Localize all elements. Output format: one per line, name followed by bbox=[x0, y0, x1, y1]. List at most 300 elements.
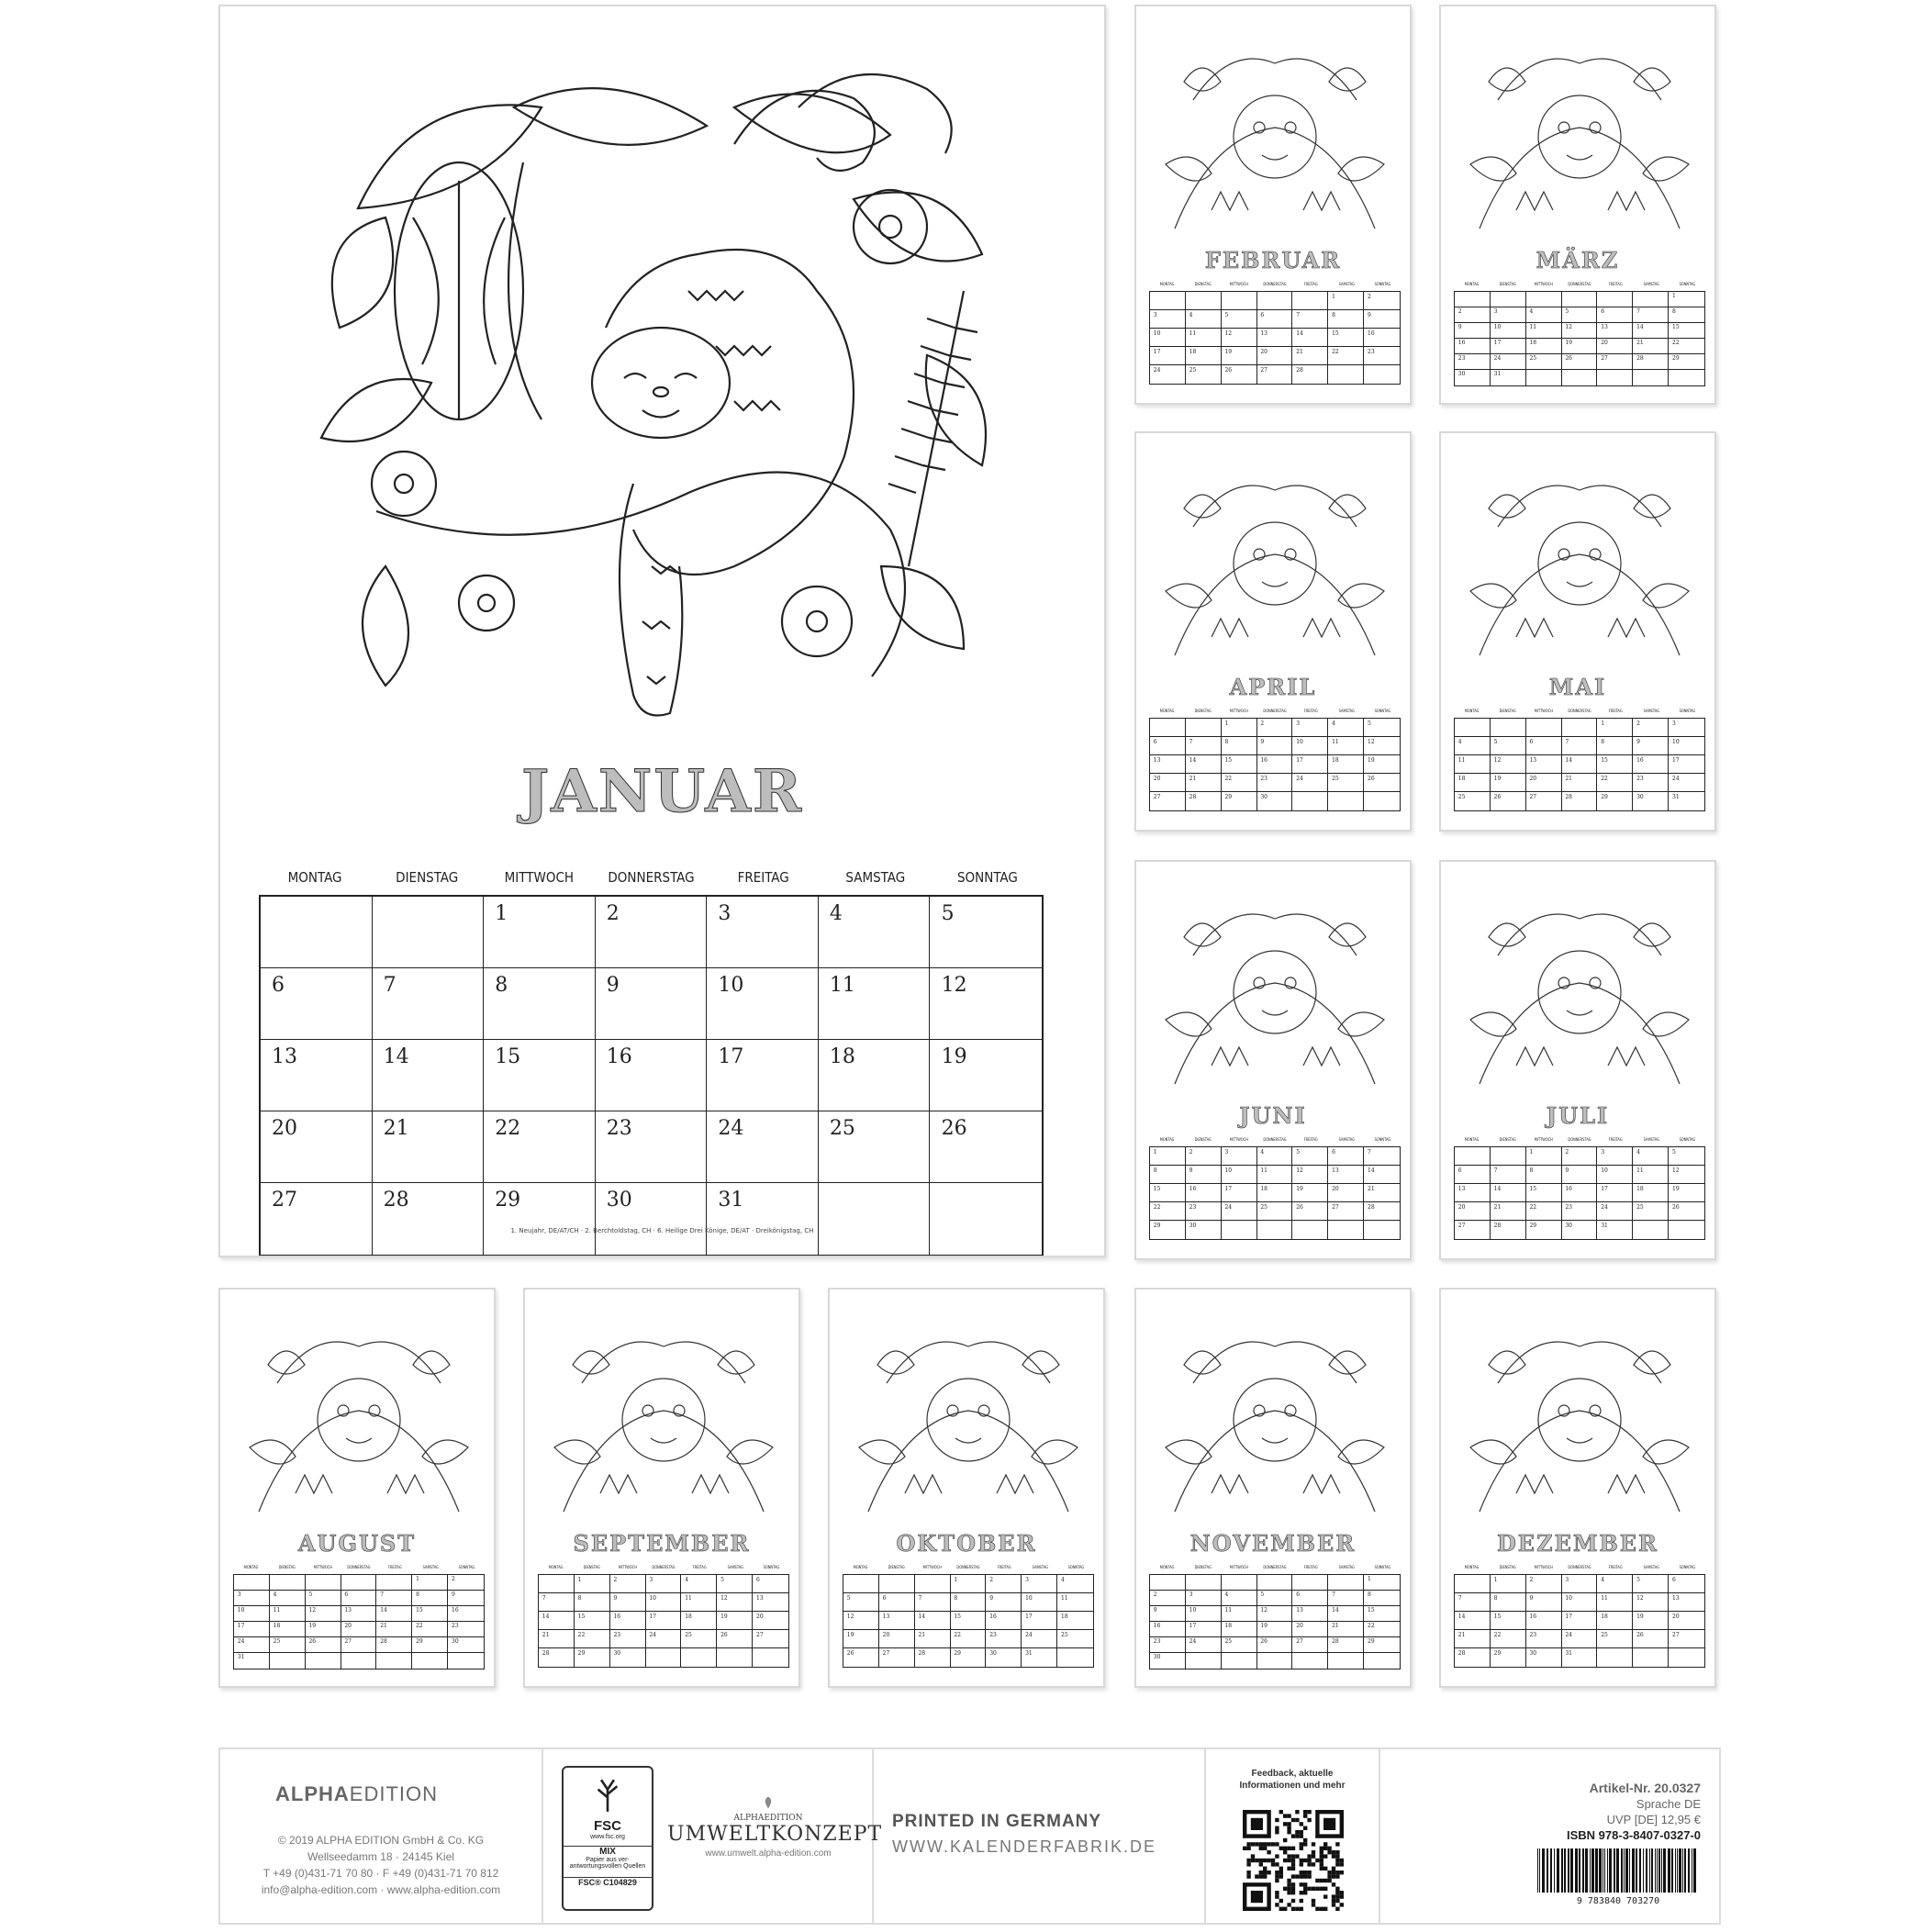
calendar-day-cell[interactable] bbox=[1328, 755, 1364, 774]
calendar-day-cell[interactable] bbox=[306, 1622, 341, 1637]
calendar-day-cell[interactable] bbox=[448, 1591, 484, 1606]
calendar-day-cell[interactable] bbox=[1257, 1606, 1293, 1622]
calendar-day-cell[interactable] bbox=[1222, 1221, 1257, 1239]
calendar-day-cell[interactable] bbox=[306, 1575, 341, 1591]
calendar-day-cell[interactable] bbox=[1562, 1147, 1598, 1166]
calendar-day-cell[interactable] bbox=[915, 1648, 951, 1667]
calendar-day-cell[interactable] bbox=[1633, 1648, 1669, 1667]
calendar-day-cell[interactable] bbox=[1257, 1147, 1293, 1166]
calendar-day-cell[interactable] bbox=[753, 1575, 788, 1593]
calendar-day-cell[interactable] bbox=[1562, 1184, 1598, 1202]
calendar-day-cell[interactable] bbox=[234, 1637, 270, 1653]
calendar-day-cell[interactable] bbox=[1257, 1221, 1293, 1239]
calendar-day-cell[interactable] bbox=[1364, 737, 1400, 755]
calendar-day-cell[interactable] bbox=[1455, 774, 1491, 792]
calendar-day-cell[interactable] bbox=[1633, 755, 1669, 774]
calendar-day-cell[interactable] bbox=[376, 1622, 412, 1637]
calendar-day-cell[interactable] bbox=[341, 1637, 377, 1653]
calendar-day-cell[interactable] bbox=[1292, 1166, 1328, 1184]
calendar-day-cell[interactable] bbox=[1328, 719, 1364, 737]
calendar-day-cell[interactable] bbox=[1186, 1184, 1222, 1202]
calendar-day-cell[interactable] bbox=[1150, 755, 1186, 774]
calendar-day-cell[interactable] bbox=[1455, 1147, 1491, 1166]
calendar-day-cell[interactable] bbox=[753, 1593, 788, 1612]
calendar-day-cell[interactable] bbox=[1562, 719, 1598, 737]
calendar-day-cell[interactable] bbox=[575, 1612, 610, 1630]
calendar-day-cell[interactable] bbox=[1669, 719, 1704, 737]
calendar-day-cell[interactable] bbox=[1597, 1147, 1633, 1166]
calendar-day-cell[interactable] bbox=[1328, 737, 1364, 755]
calendar-day-cell[interactable] bbox=[539, 1575, 575, 1593]
calendar-day-cell[interactable] bbox=[1669, 1184, 1704, 1202]
calendar-day-cell[interactable] bbox=[448, 1622, 484, 1637]
calendar-day-cell[interactable] bbox=[376, 1653, 412, 1669]
calendar-day-cell[interactable] bbox=[1597, 1612, 1633, 1630]
calendar-day-cell[interactable] bbox=[1491, 774, 1526, 792]
calendar-day-cell[interactable] bbox=[646, 1575, 682, 1593]
calendar-day-cell[interactable] bbox=[717, 1612, 753, 1630]
calendar-day-cell[interactable] bbox=[1526, 774, 1562, 792]
qr-code-icon[interactable] bbox=[1243, 1810, 1344, 1911]
calendar-day-cell[interactable] bbox=[1633, 792, 1669, 810]
calendar-day-cell[interactable] bbox=[707, 1040, 819, 1111]
calendar-day-cell[interactable] bbox=[1292, 1591, 1328, 1606]
calendar-day-cell[interactable] bbox=[1526, 370, 1562, 385]
calendar-day-cell[interactable] bbox=[1292, 292, 1328, 310]
calendar-day-cell[interactable] bbox=[1597, 323, 1633, 339]
calendar-day-cell[interactable] bbox=[1186, 1147, 1222, 1166]
calendar-day-cell[interactable] bbox=[234, 1653, 270, 1669]
calendar-day-cell[interactable] bbox=[484, 968, 596, 1040]
calendar-day-cell[interactable] bbox=[1328, 1147, 1364, 1166]
calendar-day-cell[interactable] bbox=[270, 1606, 306, 1622]
calendar-day-cell[interactable] bbox=[1150, 1622, 1186, 1637]
calendar-day-cell[interactable] bbox=[261, 1040, 373, 1111]
calendar-day-cell[interactable] bbox=[1328, 1221, 1364, 1239]
calendar-day-cell[interactable] bbox=[1526, 323, 1562, 339]
calendar-day-cell[interactable] bbox=[1222, 1575, 1257, 1591]
calendar-day-cell[interactable] bbox=[1526, 292, 1562, 307]
calendar-day-cell[interactable] bbox=[341, 1622, 377, 1637]
calendar-day-cell[interactable] bbox=[1222, 1147, 1257, 1166]
calendar-day-cell[interactable] bbox=[1222, 292, 1257, 310]
calendar-day-cell[interactable] bbox=[1562, 292, 1598, 307]
calendar-day-cell[interactable] bbox=[610, 1630, 646, 1648]
calendar-day-cell[interactable] bbox=[717, 1648, 753, 1667]
calendar-day-cell[interactable] bbox=[575, 1593, 610, 1612]
calendar-day-cell[interactable] bbox=[1328, 329, 1364, 347]
calendar-day-cell[interactable] bbox=[1150, 1166, 1186, 1184]
calendar-day-cell[interactable] bbox=[915, 1575, 951, 1593]
calendar-day-cell[interactable] bbox=[1364, 1653, 1400, 1669]
calendar-day-cell[interactable] bbox=[1292, 1653, 1328, 1669]
calendar-day-cell[interactable] bbox=[1455, 1648, 1491, 1667]
calendar-day-cell[interactable] bbox=[1597, 1184, 1633, 1202]
calendar-day-cell[interactable] bbox=[1455, 1184, 1491, 1202]
calendar-day-cell[interactable] bbox=[1328, 1637, 1364, 1653]
calendar-day-cell[interactable] bbox=[1491, 1184, 1526, 1202]
calendar-day-cell[interactable] bbox=[575, 1630, 610, 1648]
calendar-day-cell[interactable] bbox=[707, 1111, 819, 1183]
calendar-day-cell[interactable] bbox=[1491, 1221, 1526, 1239]
calendar-day-cell[interactable] bbox=[1597, 755, 1633, 774]
calendar-day-cell[interactable] bbox=[306, 1606, 341, 1622]
calendar-day-cell[interactable] bbox=[1186, 719, 1222, 737]
calendar-day-cell[interactable] bbox=[1222, 365, 1257, 384]
calendar-day-cell[interactable] bbox=[1150, 329, 1186, 347]
calendar-day-cell[interactable] bbox=[484, 897, 596, 968]
calendar-day-cell[interactable] bbox=[879, 1612, 915, 1630]
calendar-day-cell[interactable] bbox=[484, 1183, 596, 1255]
calendar-day-cell[interactable] bbox=[1186, 365, 1222, 384]
calendar-day-cell[interactable] bbox=[1455, 737, 1491, 755]
calendar-day-cell[interactable] bbox=[1491, 719, 1526, 737]
calendar-day-cell[interactable] bbox=[448, 1575, 484, 1591]
calendar-day-cell[interactable] bbox=[1364, 1202, 1400, 1221]
calendar-day-cell[interactable] bbox=[1222, 310, 1257, 329]
calendar-day-cell[interactable] bbox=[753, 1648, 788, 1667]
calendar-day-cell[interactable] bbox=[270, 1575, 306, 1591]
calendar-day-cell[interactable] bbox=[1150, 1575, 1186, 1591]
calendar-day-cell[interactable] bbox=[1022, 1648, 1057, 1667]
calendar-day-cell[interactable] bbox=[1292, 329, 1328, 347]
calendar-day-cell[interactable] bbox=[1186, 1591, 1222, 1606]
calendar-day-cell[interactable] bbox=[1150, 1653, 1186, 1669]
calendar-day-cell[interactable] bbox=[1150, 347, 1186, 365]
calendar-day-cell[interactable] bbox=[1257, 1184, 1293, 1202]
calendar-day-cell[interactable] bbox=[1669, 323, 1704, 339]
calendar-day-cell[interactable] bbox=[1491, 339, 1526, 354]
calendar-day-cell[interactable] bbox=[234, 1622, 270, 1637]
calendar-day-cell[interactable] bbox=[373, 968, 485, 1040]
calendar-day-cell[interactable] bbox=[306, 1653, 341, 1669]
calendar-day-cell[interactable] bbox=[1364, 1184, 1400, 1202]
calendar-day-cell[interactable] bbox=[1633, 370, 1669, 385]
calendar-day-cell[interactable] bbox=[1491, 1648, 1526, 1667]
calendar-day-cell[interactable] bbox=[1633, 1575, 1669, 1593]
calendar-day-cell[interactable] bbox=[1669, 755, 1704, 774]
calendar-day-cell[interactable] bbox=[1292, 347, 1328, 365]
calendar-day-cell[interactable] bbox=[1526, 339, 1562, 354]
calendar-day-cell[interactable] bbox=[1150, 792, 1186, 810]
calendar-day-cell[interactable] bbox=[1222, 329, 1257, 347]
calendar-day-cell[interactable] bbox=[1562, 1166, 1598, 1184]
calendar-day-cell[interactable] bbox=[681, 1593, 717, 1612]
calendar-day-cell[interactable] bbox=[1633, 323, 1669, 339]
calendar-day-cell[interactable] bbox=[1186, 1202, 1222, 1221]
calendar-day-cell[interactable] bbox=[1526, 792, 1562, 810]
calendar-day-cell[interactable] bbox=[1222, 347, 1257, 365]
calendar-day-cell[interactable] bbox=[1597, 774, 1633, 792]
calendar-day-cell[interactable] bbox=[915, 1612, 951, 1630]
calendar-day-cell[interactable] bbox=[1186, 1606, 1222, 1622]
calendar-day-cell[interactable] bbox=[1526, 1575, 1562, 1593]
calendar-day-cell[interactable] bbox=[1633, 292, 1669, 307]
calendar-day-cell[interactable] bbox=[1633, 719, 1669, 737]
calendar-day-cell[interactable] bbox=[1150, 310, 1186, 329]
calendar-day-cell[interactable] bbox=[1669, 774, 1704, 792]
calendar-day-cell[interactable] bbox=[1150, 365, 1186, 384]
calendar-day-cell[interactable] bbox=[1597, 339, 1633, 354]
calendar-day-cell[interactable] bbox=[610, 1612, 646, 1630]
calendar-day-cell[interactable] bbox=[261, 968, 373, 1040]
calendar-day-cell[interactable] bbox=[681, 1575, 717, 1593]
calendar-day-cell[interactable] bbox=[1328, 1591, 1364, 1606]
calendar-day-cell[interactable] bbox=[1491, 307, 1526, 323]
calendar-day-cell[interactable] bbox=[1328, 1575, 1364, 1591]
calendar-day-cell[interactable] bbox=[1491, 323, 1526, 339]
calendar-day-cell[interactable] bbox=[596, 1040, 708, 1111]
calendar-day-cell[interactable] bbox=[1328, 1622, 1364, 1637]
calendar-day-cell[interactable] bbox=[539, 1612, 575, 1630]
calendar-day-cell[interactable] bbox=[1328, 792, 1364, 810]
calendar-day-cell[interactable] bbox=[1526, 1147, 1562, 1166]
calendar-day-cell[interactable] bbox=[951, 1575, 987, 1593]
calendar-day-cell[interactable] bbox=[1364, 347, 1400, 365]
calendar-day-cell[interactable] bbox=[930, 1183, 1042, 1255]
calendar-day-cell[interactable] bbox=[930, 1040, 1042, 1111]
calendar-day-cell[interactable] bbox=[1328, 1184, 1364, 1202]
calendar-day-cell[interactable] bbox=[1597, 292, 1633, 307]
calendar-day-cell[interactable] bbox=[1257, 1622, 1293, 1637]
calendar-day-cell[interactable] bbox=[1455, 354, 1491, 370]
calendar-day-cell[interactable] bbox=[1491, 1166, 1526, 1184]
calendar-day-cell[interactable] bbox=[915, 1630, 951, 1648]
calendar-day-cell[interactable] bbox=[1562, 1202, 1598, 1221]
calendar-day-cell[interactable] bbox=[1669, 292, 1704, 307]
calendar-day-cell[interactable] bbox=[1562, 339, 1598, 354]
calendar-day-cell[interactable] bbox=[1562, 792, 1598, 810]
calendar-day-cell[interactable] bbox=[1526, 719, 1562, 737]
calendar-day-cell[interactable] bbox=[681, 1648, 717, 1667]
calendar-day-cell[interactable] bbox=[1597, 307, 1633, 323]
calendar-day-cell[interactable] bbox=[1186, 792, 1222, 810]
calendar-day-cell[interactable] bbox=[1597, 737, 1633, 755]
calendar-day-cell[interactable] bbox=[1526, 1612, 1562, 1630]
calendar-day-cell[interactable] bbox=[1597, 1166, 1633, 1184]
calendar-day-cell[interactable] bbox=[986, 1575, 1022, 1593]
calendar-day-cell[interactable] bbox=[1633, 1147, 1669, 1166]
calendar-day-cell[interactable] bbox=[1491, 755, 1526, 774]
calendar-day-cell[interactable] bbox=[539, 1630, 575, 1648]
calendar-day-cell[interactable] bbox=[1292, 1184, 1328, 1202]
calendar-day-cell[interactable] bbox=[1526, 737, 1562, 755]
calendar-day-cell[interactable] bbox=[1526, 1630, 1562, 1648]
calendar-day-cell[interactable] bbox=[1364, 719, 1400, 737]
calendar-day-cell[interactable] bbox=[1364, 1591, 1400, 1606]
calendar-day-cell[interactable] bbox=[1669, 1648, 1704, 1667]
calendar-day-cell[interactable] bbox=[1328, 1606, 1364, 1622]
calendar-day-cell[interactable] bbox=[1222, 1606, 1257, 1622]
calendar-day-cell[interactable] bbox=[717, 1593, 753, 1612]
calendar-day-cell[interactable] bbox=[986, 1593, 1022, 1612]
calendar-day-cell[interactable] bbox=[951, 1630, 987, 1648]
calendar-day-cell[interactable] bbox=[373, 1040, 485, 1111]
calendar-day-cell[interactable] bbox=[1562, 737, 1598, 755]
calendar-day-cell[interactable] bbox=[1257, 1575, 1293, 1591]
calendar-day-cell[interactable] bbox=[1364, 1147, 1400, 1166]
calendar-day-cell[interactable] bbox=[986, 1612, 1022, 1630]
calendar-day-cell[interactable] bbox=[646, 1612, 682, 1630]
calendar-day-cell[interactable] bbox=[1562, 1648, 1598, 1667]
calendar-day-cell[interactable] bbox=[843, 1612, 879, 1630]
calendar-day-cell[interactable] bbox=[1292, 1606, 1328, 1622]
calendar-day-cell[interactable] bbox=[879, 1630, 915, 1648]
calendar-day-cell[interactable] bbox=[1633, 339, 1669, 354]
calendar-day-cell[interactable] bbox=[930, 968, 1042, 1040]
calendar-day-cell[interactable] bbox=[1186, 755, 1222, 774]
calendar-day-cell[interactable] bbox=[1633, 1593, 1669, 1612]
calendar-day-cell[interactable] bbox=[1364, 1622, 1400, 1637]
calendar-day-cell[interactable] bbox=[1491, 1147, 1526, 1166]
calendar-day-cell[interactable] bbox=[819, 968, 931, 1040]
calendar-day-cell[interactable] bbox=[1455, 1575, 1491, 1593]
calendar-day-cell[interactable] bbox=[270, 1591, 306, 1606]
calendar-day-cell[interactable] bbox=[1222, 1622, 1257, 1637]
calendar-day-cell[interactable] bbox=[1491, 1630, 1526, 1648]
calendar-day-cell[interactable] bbox=[1562, 1221, 1598, 1239]
calendar-day-cell[interactable] bbox=[1455, 1630, 1491, 1648]
calendar-day-cell[interactable] bbox=[1455, 1202, 1491, 1221]
calendar-day-cell[interactable] bbox=[1491, 292, 1526, 307]
calendar-day-cell[interactable] bbox=[1597, 1630, 1633, 1648]
calendar-day-cell[interactable] bbox=[448, 1606, 484, 1622]
calendar-day-cell[interactable] bbox=[1292, 1575, 1328, 1591]
calendar-day-cell[interactable] bbox=[1455, 1221, 1491, 1239]
calendar-day-cell[interactable] bbox=[484, 1111, 596, 1183]
calendar-day-cell[interactable] bbox=[646, 1630, 682, 1648]
calendar-day-cell[interactable] bbox=[1455, 370, 1491, 385]
calendar-day-cell[interactable] bbox=[1669, 307, 1704, 323]
calendar-day-cell[interactable] bbox=[1455, 792, 1491, 810]
calendar-day-cell[interactable] bbox=[1257, 347, 1293, 365]
calendar-day-cell[interactable] bbox=[412, 1653, 448, 1669]
calendar-day-cell[interactable] bbox=[819, 1183, 931, 1255]
calendar-day-cell[interactable] bbox=[1022, 1630, 1057, 1648]
calendar-day-cell[interactable] bbox=[1150, 1591, 1186, 1606]
calendar-day-cell[interactable] bbox=[1526, 755, 1562, 774]
calendar-day-cell[interactable] bbox=[1222, 737, 1257, 755]
calendar-day-cell[interactable] bbox=[1633, 354, 1669, 370]
calendar-day-cell[interactable] bbox=[1597, 719, 1633, 737]
calendar-day-cell[interactable] bbox=[1186, 329, 1222, 347]
calendar-day-cell[interactable] bbox=[596, 1111, 708, 1183]
calendar-day-cell[interactable] bbox=[1150, 1606, 1186, 1622]
calendar-day-cell[interactable] bbox=[1222, 1166, 1257, 1184]
calendar-day-cell[interactable] bbox=[1186, 774, 1222, 792]
calendar-day-cell[interactable] bbox=[879, 1575, 915, 1593]
calendar-day-cell[interactable] bbox=[1292, 755, 1328, 774]
calendar-day-cell[interactable] bbox=[234, 1606, 270, 1622]
calendar-day-cell[interactable] bbox=[879, 1648, 915, 1667]
calendar-day-cell[interactable] bbox=[1633, 1184, 1669, 1202]
calendar-day-cell[interactable] bbox=[1257, 1202, 1293, 1221]
calendar-day-cell[interactable] bbox=[1150, 1184, 1186, 1202]
calendar-day-cell[interactable] bbox=[1328, 1202, 1364, 1221]
calendar-day-cell[interactable] bbox=[1455, 719, 1491, 737]
calendar-day-cell[interactable] bbox=[843, 1648, 879, 1667]
calendar-day-cell[interactable] bbox=[1562, 1612, 1598, 1630]
calendar-day-cell[interactable] bbox=[1526, 1221, 1562, 1239]
calendar-day-cell[interactable] bbox=[707, 1183, 819, 1255]
calendar-day-cell[interactable] bbox=[1597, 1593, 1633, 1612]
calendar-day-cell[interactable] bbox=[1526, 354, 1562, 370]
calendar-day-cell[interactable] bbox=[753, 1630, 788, 1648]
calendar-day-cell[interactable] bbox=[1669, 354, 1704, 370]
calendar-day-cell[interactable] bbox=[1222, 1591, 1257, 1606]
calendar-day-cell[interactable] bbox=[1057, 1648, 1093, 1667]
calendar-day-cell[interactable] bbox=[1669, 1147, 1704, 1166]
calendar-day-cell[interactable] bbox=[1562, 323, 1598, 339]
calendar-day-cell[interactable] bbox=[575, 1648, 610, 1667]
calendar-day-cell[interactable] bbox=[575, 1575, 610, 1593]
calendar-day-cell[interactable] bbox=[234, 1591, 270, 1606]
calendar-day-cell[interactable] bbox=[1150, 292, 1186, 310]
calendar-day-cell[interactable] bbox=[1150, 1147, 1186, 1166]
calendar-day-cell[interactable] bbox=[610, 1648, 646, 1667]
calendar-day-cell[interactable] bbox=[1292, 792, 1328, 810]
calendar-day-cell[interactable] bbox=[1186, 1622, 1222, 1637]
calendar-day-cell[interactable] bbox=[1150, 737, 1186, 755]
calendar-day-cell[interactable] bbox=[1669, 792, 1704, 810]
calendar-day-cell[interactable] bbox=[373, 1183, 485, 1255]
calendar-day-cell[interactable] bbox=[341, 1591, 377, 1606]
calendar-day-cell[interactable] bbox=[1328, 347, 1364, 365]
calendar-day-cell[interactable] bbox=[1150, 1637, 1186, 1653]
calendar-day-cell[interactable] bbox=[1292, 365, 1328, 384]
calendar-day-cell[interactable] bbox=[1257, 792, 1293, 810]
calendar-day-cell[interactable] bbox=[1057, 1575, 1093, 1593]
calendar-day-cell[interactable] bbox=[1186, 737, 1222, 755]
calendar-day-cell[interactable] bbox=[1364, 774, 1400, 792]
calendar-day-cell[interactable] bbox=[819, 1111, 931, 1183]
calendar-day-cell[interactable] bbox=[1222, 792, 1257, 810]
calendar-day-cell[interactable] bbox=[930, 897, 1042, 968]
calendar-day-cell[interactable] bbox=[1364, 310, 1400, 329]
calendar-day-cell[interactable] bbox=[915, 1593, 951, 1612]
calendar-day-cell[interactable] bbox=[1186, 292, 1222, 310]
calendar-day-cell[interactable] bbox=[951, 1648, 987, 1667]
calendar-day-cell[interactable] bbox=[1633, 307, 1669, 323]
calendar-day-cell[interactable] bbox=[270, 1653, 306, 1669]
calendar-day-cell[interactable] bbox=[1526, 1166, 1562, 1184]
calendar-day-cell[interactable] bbox=[1328, 774, 1364, 792]
calendar-day-cell[interactable] bbox=[596, 968, 708, 1040]
calendar-day-cell[interactable] bbox=[1364, 329, 1400, 347]
calendar-day-cell[interactable] bbox=[1562, 354, 1598, 370]
calendar-day-cell[interactable] bbox=[1633, 737, 1669, 755]
calendar-day-cell[interactable] bbox=[448, 1653, 484, 1669]
calendar-day-cell[interactable] bbox=[1257, 755, 1293, 774]
calendar-day-cell[interactable] bbox=[1257, 1591, 1293, 1606]
calendar-day-cell[interactable] bbox=[819, 897, 931, 968]
calendar-day-cell[interactable] bbox=[1491, 370, 1526, 385]
calendar-day-cell[interactable] bbox=[1364, 792, 1400, 810]
calendar-day-cell[interactable] bbox=[1222, 1637, 1257, 1653]
calendar-day-cell[interactable] bbox=[1022, 1612, 1057, 1630]
calendar-day-cell[interactable] bbox=[951, 1612, 987, 1630]
calendar-day-cell[interactable] bbox=[1186, 1166, 1222, 1184]
calendar-day-cell[interactable] bbox=[1455, 1593, 1491, 1612]
calendar-day-cell[interactable] bbox=[1633, 1166, 1669, 1184]
calendar-day-cell[interactable] bbox=[707, 968, 819, 1040]
calendar-day-cell[interactable] bbox=[1364, 1221, 1400, 1239]
calendar-day-cell[interactable] bbox=[986, 1630, 1022, 1648]
calendar-day-cell[interactable] bbox=[1328, 292, 1364, 310]
calendar-day-cell[interactable] bbox=[1364, 365, 1400, 384]
calendar-day-cell[interactable] bbox=[717, 1575, 753, 1593]
calendar-day-cell[interactable] bbox=[1150, 1221, 1186, 1239]
